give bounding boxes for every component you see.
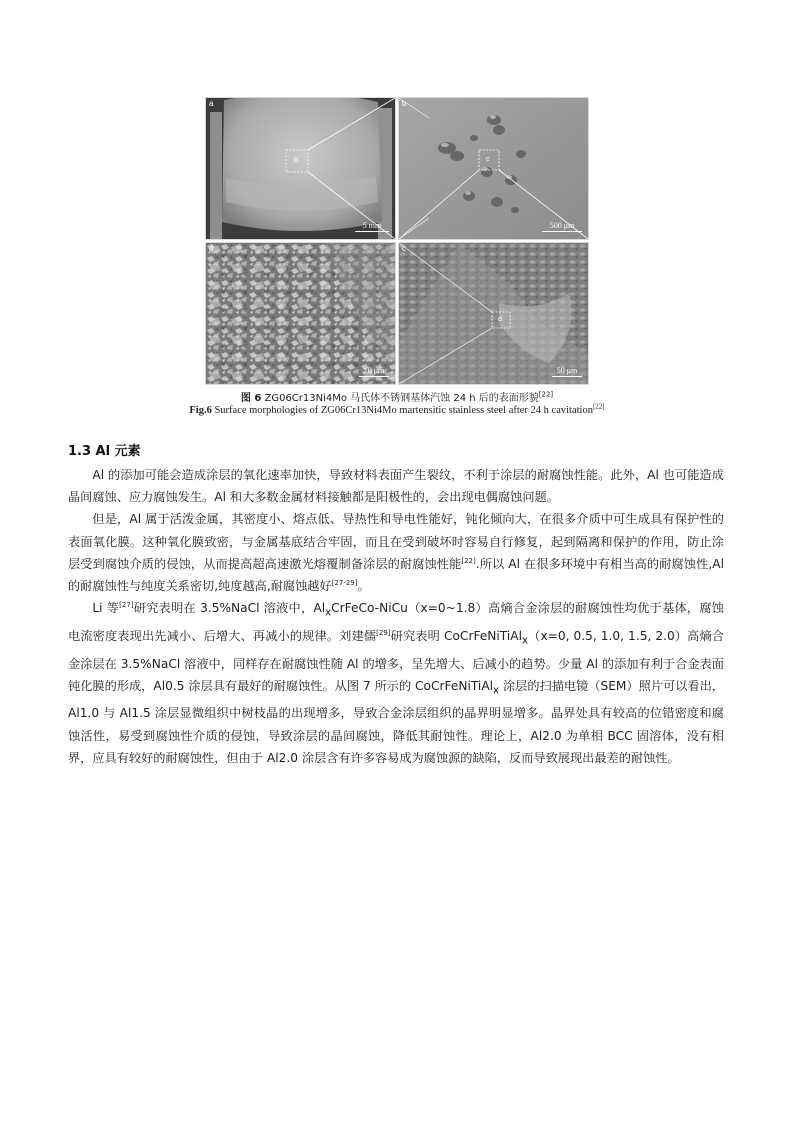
panel-letter-c: c [402, 244, 406, 253]
caption-cn-ref: [22] [538, 390, 554, 399]
sem-panel-a [205, 97, 396, 240]
p2-text-b: .所以 Al 在很多环境中有相当高的耐腐蚀性,Al 的耐腐蚀性与纯度关系密切,纯度越高,耐腐蚀越好 [68, 556, 724, 594]
paragraph-3 [68, 597, 724, 769]
caption-en-text: Surface morphologies of ZG06Cr13Ni4Mo martensitic stainless steel after 24 h cavitation [211, 405, 593, 416]
p3-subscript-1: x [325, 607, 332, 619]
p3-text-a: Li 等 [92, 601, 120, 616]
p3-citation-2: [29] [376, 628, 391, 637]
p3-subscript-3: x [493, 685, 500, 697]
panel-letter-d: d [209, 244, 214, 253]
scale-label-d: 10 μm [363, 366, 385, 375]
p2-text-c: 。 [357, 579, 370, 594]
p2-citation-2: [27-29] [331, 578, 358, 587]
p3-text-d: 研究表明 CoCrFeNiTiAl [390, 628, 522, 643]
sem-image-c [399, 243, 588, 384]
sem-image-a [206, 98, 395, 239]
sem-panel-b [398, 97, 589, 240]
scale-bar-d [359, 366, 389, 377]
p3-subscript-2: x [521, 635, 528, 647]
sem-panel-d [205, 242, 396, 385]
scale-label-c: 50 μm [556, 366, 578, 375]
p3-text-c: CrFeCo-NiCu（x=0~1.8）高熵合金涂层的耐腐蚀性均优于基体，腐蚀电流密度表现出先减小、后增大、再减小的规律。刘建儒 [68, 601, 724, 643]
inset-label-d: d [498, 316, 502, 323]
sem-figure [205, 97, 587, 383]
panel-letter-a: a [209, 99, 214, 108]
p3-text-b: 研究表明在 3.5%NaCl 溶液中，Al [133, 601, 326, 616]
panel-letter-b: b [402, 99, 407, 108]
paragraph-2 [68, 508, 724, 597]
p2-text-a: 但是，Al 属于活泼金属，其密度小、熔点低、导热性和导电性能好，钝化倾向大，在很多介质中可生成具有保护性的表面氧化膜。这种氧化膜致密，与金属基底结合牢固，而且在受到破坏时容易自行修复，起到隔离和保护的作用，防止涂层受到腐蚀介质的侵蚀，从而提高超高速激光熔覆制备涂层的耐腐蚀性能 [68, 512, 724, 571]
inset-label-b: b [294, 157, 298, 164]
p2-citation-1: [22] [461, 556, 476, 565]
sem-image-b [399, 98, 588, 239]
scale-label-a: 5 mm [362, 221, 382, 230]
caption-en-ref: [22] [592, 402, 605, 411]
caption-cn-tag: 图 6 [240, 393, 262, 404]
section-heading: 1.3 Al 元素 [68, 444, 141, 459]
scale-bar-c [552, 366, 582, 377]
paragraph-1: Al 的添加可能会造成涂层的氧化速率加快，导致材料表面产生裂纹，不利于涂层的耐腐蚀性能。此外，Al 也可能造成晶间腐蚀、应力腐蚀发生。Al 和大多数金属材料接触都是阳极性的，会出现电偶腐蚀问题。 [68, 468, 724, 505]
scale-bar-b [542, 221, 582, 232]
sem-image-d [206, 243, 395, 384]
scale-label-b: 500 μm [549, 221, 575, 230]
inset-label-c: c [486, 156, 490, 163]
scale-bar-a [355, 221, 389, 232]
p3-text-f: 涂层的扫描电镜（SEM）照片可以看出，Al1.0 与 Al1.5 涂层显微组织中树枝晶的出现增多，导致合金涂层组织的晶界明显增多。晶界处具有较高的位错密度和腐蚀活性，易受到腐蚀性介质的侵蚀，导致涂层的晶间腐蚀，降低其耐蚀性。理论上，Al2.0 为单相 BCC 固溶体，没有相界，应具有较好的耐腐蚀性，但由于 Al2.0 涂层含有许多容易成为腐蚀源的缺陷，反而导致展现出最差的耐蚀性。 [68, 678, 724, 765]
sem-panel-c [398, 242, 589, 385]
caption-en-tag: Fig.6 [189, 405, 212, 416]
p3-citation-1: [27] [119, 601, 134, 610]
caption-cn-text: ZG06Cr13Ni4Mo 马氏体不锈钢基体汽蚀 24 h 后的表面形貌 [261, 393, 539, 404]
figure-caption-en [0, 402, 794, 416]
p3-text-e: （x=0, 0.5, 1.0, 1.5, 2.0）高熵合金涂层在 3.5%NaCl 溶液中，同样存在耐腐蚀性随 Al 的增多，呈先增大、后减小的趋势。少量 Al 的添加有利于合金表面钝化膜的形成，Al0.5 涂层具有最好的耐腐蚀性。从图 7 所示的 CoCrFeNiTiAl [68, 628, 725, 693]
figure-caption-cn [0, 389, 794, 404]
body-text [68, 464, 724, 769]
